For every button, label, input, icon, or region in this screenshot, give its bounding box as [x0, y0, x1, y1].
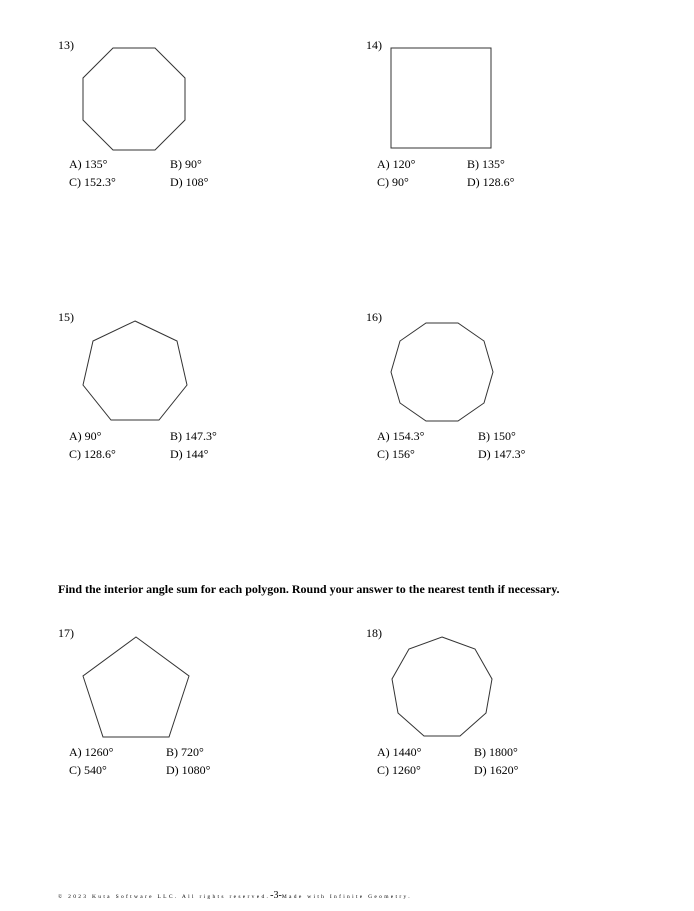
problem-13-number: 13) [58, 38, 74, 52]
problem-13-choice-a: A) 135° [69, 157, 108, 171]
square-figure [390, 47, 492, 149]
problem-13-choice-c: C) 152.3° [69, 175, 116, 189]
problem-16-choice-a: A) 154.3° [377, 429, 425, 443]
problem-13-choice-b: B) 90° [170, 157, 202, 171]
nonagon-figure [390, 636, 494, 738]
problem-17-choice-b: B) 720° [166, 745, 204, 759]
problem-17-choice-a: A) 1260° [69, 745, 114, 759]
problem-18-choice-d: D) 1620° [474, 763, 519, 777]
problem-15-number: 15) [58, 310, 74, 324]
problem-16-choice-b: B) 150° [478, 429, 516, 443]
problem-16-choice-c: C) 156° [377, 447, 415, 461]
problem-17-choice-d: D) 1080° [166, 763, 211, 777]
pentagon-figure [82, 636, 190, 738]
problem-14-number: 14) [366, 38, 382, 52]
problem-14-choice-b: B) 135° [467, 157, 505, 171]
page-number: -3- [270, 890, 282, 901]
problem-18-number: 18) [366, 626, 382, 640]
problem-13-choice-d: D) 108° [170, 175, 209, 189]
problem-18-choice-a: A) 1440° [377, 745, 422, 759]
section-instruction: Find the interior angle sum for each polygon. Round your answer to the nearest tenth if necessary. [58, 582, 560, 596]
problem-16-choice-d: D) 147.3° [478, 447, 526, 461]
heptagon-figure [82, 320, 188, 422]
page-footer [58, 890, 638, 901]
problem-14-choice-c: C) 90° [377, 175, 409, 189]
footer-copyright: © 2023 Kuta Software LLC. All rights reserved. [58, 894, 271, 900]
problem-17-number: 17) [58, 626, 74, 640]
problem-18-choice-c: C) 1260° [377, 763, 421, 777]
problem-15-choice-b: B) 147.3° [170, 429, 217, 443]
footer-made-with: Made with Infinite Geometry. [281, 894, 412, 900]
problem-15-choice-a: A) 90° [69, 429, 102, 443]
problem-15-choice-c: C) 128.6° [69, 447, 116, 461]
decagon-figure [390, 320, 494, 424]
problem-16-number: 16) [366, 310, 382, 324]
octagon-figure [82, 47, 186, 151]
problem-14-choice-a: A) 120° [377, 157, 416, 171]
problem-18-choice-b: B) 1800° [474, 745, 518, 759]
problem-15-choice-d: D) 144° [170, 447, 209, 461]
problem-14-choice-d: D) 128.6° [467, 175, 515, 189]
problem-17-choice-c: C) 540° [69, 763, 107, 777]
